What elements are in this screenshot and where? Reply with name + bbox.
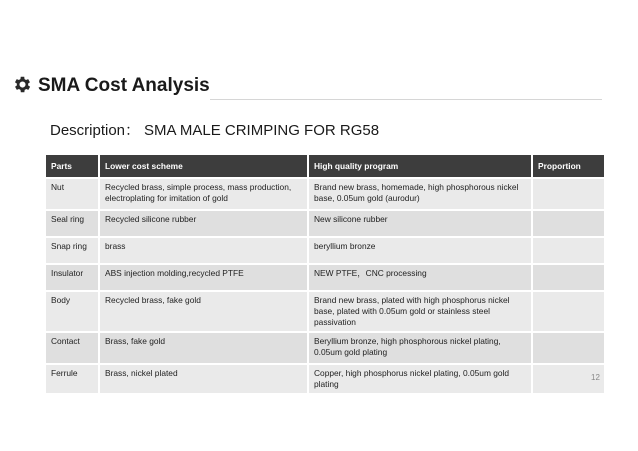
cost-table (44, 153, 606, 395)
column-header-proportion: Proportion (533, 155, 604, 177)
description-label: Description： (50, 122, 141, 139)
gear-icon (12, 74, 33, 95)
column-header-lower-cost: Lower cost scheme (100, 155, 307, 177)
table-header-row (46, 155, 604, 177)
table-row (46, 238, 604, 263)
cell-high-quality: New silicone rubber (309, 211, 531, 236)
cell-lower-cost: ABS injection molding,recycled PTFE (100, 265, 307, 290)
description-line (50, 119, 379, 140)
page-number: 12 (591, 373, 600, 382)
cell-proportion (533, 238, 604, 263)
cell-proportion (533, 179, 604, 209)
cell-proportion (533, 265, 604, 290)
cell-part: Seal ring (46, 211, 98, 236)
cell-part: Insulator (46, 265, 98, 290)
cell-part: Nut (46, 179, 98, 209)
cell-part: Contact (46, 333, 98, 363)
cell-lower-cost: brass (100, 238, 307, 263)
column-header-parts: Parts (46, 155, 98, 177)
cell-lower-cost: Brass, fake gold (100, 333, 307, 363)
cell-part: Ferrule (46, 365, 98, 393)
cell-part: Snap ring (46, 238, 98, 263)
cell-high-quality: Beryllium bronze, high phosphorous nickel plating, 0.05um gold plating (309, 333, 531, 363)
cell-part: Body (46, 292, 98, 331)
cell-lower-cost: Recycled silicone rubber (100, 211, 307, 236)
table-row (46, 333, 604, 363)
description-value: SMA MALE CRIMPING FOR RG58 (144, 122, 380, 139)
table-row (46, 211, 604, 236)
cell-high-quality: beryllium bronze (309, 238, 531, 263)
cell-proportion (533, 333, 604, 363)
cell-high-quality: Brand new brass, homemade, high phosphorous nickel base, 0.05um gold (aurodur) (309, 179, 531, 209)
table-row (46, 365, 604, 393)
cell-lower-cost: Recycled brass, simple process, mass production, electroplating for imitation of gold (100, 179, 307, 209)
title-divider (210, 99, 602, 100)
cell-high-quality: NEW PTFE，CNC processing (309, 265, 531, 290)
cell-proportion (533, 292, 604, 331)
cell-lower-cost: Recycled brass, fake gold (100, 292, 307, 331)
table-row (46, 292, 604, 331)
cell-high-quality: Brand new brass, plated with high phosphorus nickel base, plated with 0.05um gold or stainless steel passivation (309, 292, 531, 331)
page-title: SMA Cost Analysis (38, 75, 210, 96)
cell-proportion (533, 211, 604, 236)
cell-lower-cost: Brass, nickel plated (100, 365, 307, 393)
table-row (46, 265, 604, 290)
column-header-high-quality: High quality program (309, 155, 531, 177)
table-row (46, 179, 604, 209)
cell-high-quality: Copper, high phosphorus nickel plating, 0.05um gold plating (309, 365, 531, 393)
